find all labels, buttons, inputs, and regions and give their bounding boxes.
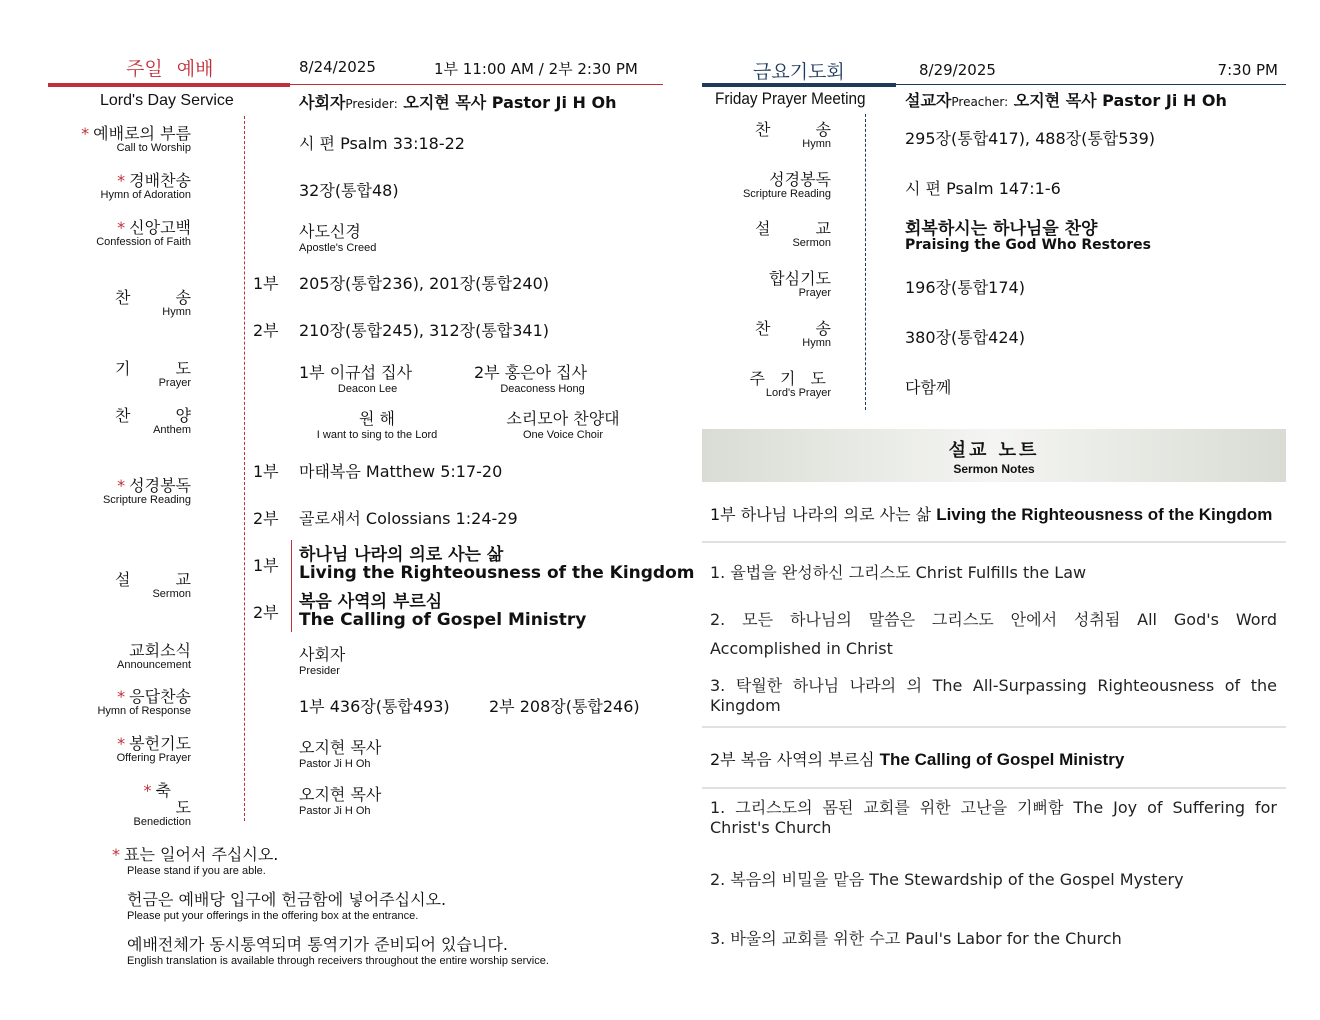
friday-value-scripture: 시 편 Psalm 147:1-6 xyxy=(905,179,1061,198)
value-scripture-1: 마태복음 Matthew 5:17-20 xyxy=(299,462,503,481)
value-announcement: 사회자 Presider xyxy=(299,645,346,677)
sunday-presider xyxy=(299,90,617,113)
part1-point-2: 2. 모든 하나님의 말씀은 그리스도 안에서 성취됨 All God's Word xyxy=(710,610,1277,629)
sunday-title: 주일 예배 xyxy=(126,58,214,80)
friday-label-sermon: 설 교 Sermon xyxy=(755,219,851,249)
preacher-label-en: Preacher: xyxy=(951,95,1009,109)
label-scripture-reading: * 성경봉독 Scripture Reading xyxy=(102,476,191,506)
value-sermon-2-en: The Calling of Gospel Ministry xyxy=(299,610,587,630)
value-anthem-choir: 소리모아 찬양대 One Voice Choir xyxy=(506,409,620,441)
part1-point-2-cont: Accomplished in Christ xyxy=(710,639,893,658)
value-call-to-worship: 시 편 Psalm 33:18-22 xyxy=(299,134,465,153)
part2-point-1-cont: Christ's Church xyxy=(710,818,832,837)
sunday-title-underline xyxy=(48,83,290,87)
value-response-1: 1부 436장(통합493) xyxy=(299,697,450,716)
presider-label-en: Presider: xyxy=(345,97,398,111)
label-hymn-of-response: * 응답찬송 Hymn of Response xyxy=(97,687,191,717)
part1-point-3-cont: Kingdom xyxy=(710,696,781,715)
sunday-subtitle: Lord's Day Service xyxy=(100,92,234,109)
label-announcement: 교회소식 Announcement xyxy=(117,641,191,671)
value-sermon-2-ko: 복음 사역의 부르심 xyxy=(299,592,443,612)
friday-time: 7:30 PM xyxy=(1217,61,1278,79)
value-hymn-2: 210장(통합245), 312장(통합341) xyxy=(299,321,550,340)
friday-date: 8/29/2025 xyxy=(919,61,996,79)
preacher-name: 오지현 목사 Pastor Ji H Oh xyxy=(1013,91,1227,110)
friday-value-lords-prayer: 다함께 xyxy=(905,378,952,397)
part1-point-1: 1. 율법을 완성하신 그리스도 Christ Fulfills the Law xyxy=(710,563,1087,582)
friday-value-sermon-ko: 회복하시는 하나님을 찬양 xyxy=(905,219,1098,239)
label-call-to-worship: * 예배로의 부름 Call to Worship xyxy=(81,124,191,154)
sermon-notes-subtitle: Sermon Notes xyxy=(953,462,1035,476)
sunday-header-rule xyxy=(290,84,663,85)
presider-name: 오지현 목사 Pastor Ji H Oh xyxy=(403,93,617,112)
value-hymn-of-adoration: 32장(통합48) xyxy=(299,181,399,200)
label-offering-prayer: * 봉헌기도 Offering Prayer xyxy=(116,734,191,764)
hymn-session-2: 2부 xyxy=(253,321,279,340)
order-divider xyxy=(244,116,245,821)
sermon-notes-title: 설교 노트 xyxy=(948,440,1040,461)
value-anthem-title: 원 해 I want to sing to the Lord xyxy=(316,409,438,441)
friday-subtitle: Friday Prayer Meeting xyxy=(715,89,866,108)
part2-point-2: 2. 복음의 비밀을 맡음 The Stewardship of the Gospel Mystery xyxy=(710,870,1184,889)
note-standing: * 표는 일어서 주십시오. Please stand if you are able. xyxy=(112,845,279,877)
friday-value-hymn-2: 380장(통합424) xyxy=(905,328,1025,347)
part2-title: 2부 복음 사역의 부르심 The Calling of Gospel Ministry xyxy=(710,750,1125,769)
friday-label-hymn-1: 찬 송 Hymn xyxy=(755,120,851,150)
label-hymn: 찬 송 Hymn xyxy=(115,288,211,318)
label-hymn-of-adoration: * 경배찬송 Hymn of Adoration xyxy=(100,171,191,201)
part2-point-3: 3. 바울의 교회를 위한 수고 Paul's Labor for the Church xyxy=(710,929,1122,948)
friday-value-sermon-en: Praising the God Who Restores xyxy=(905,237,1151,253)
label-sermon: 설 교 Sermon xyxy=(115,570,211,600)
value-benediction: 오지현 목사 Pastor Ji H Oh xyxy=(299,785,382,817)
sermon-bracket xyxy=(291,540,292,632)
friday-label-scripture: 성경봉독 Scripture Reading xyxy=(742,170,831,200)
sunday-time: 1부 11:00 AM / 2부 2:30 PM xyxy=(434,60,638,78)
presider-label: 사회자 xyxy=(299,93,346,112)
divider xyxy=(702,541,1286,543)
sermon-session-1: 1부 xyxy=(253,556,279,575)
value-confession-of-faith: 사도신경 Apostle's Creed xyxy=(299,222,377,254)
friday-header-rule xyxy=(896,84,1286,85)
note-translation: 예배전체가 동시통역되며 통역기가 준비되어 있습니다. English translation is available through receivers throughout the entire worship service. xyxy=(127,935,549,967)
friday-label-hymn-2: 찬 송 Hymn xyxy=(755,319,851,349)
friday-label-prayer: 합심기도 Prayer xyxy=(769,269,831,299)
friday-order-divider xyxy=(865,114,866,410)
standing-star: * xyxy=(81,124,90,143)
preacher-label: 설교자 xyxy=(905,91,952,110)
value-prayer-2: 2부 홍은아 집사 Deaconess Hong xyxy=(474,363,588,395)
sermon-session-2: 2부 xyxy=(253,603,279,622)
friday-value-prayer: 196장(통합174) xyxy=(905,278,1025,297)
divider xyxy=(702,726,1286,728)
value-hymn-1: 205장(통합236), 201장(통합240) xyxy=(299,274,550,293)
friday-value-hymn-1: 295장(통합417), 488장(통합539) xyxy=(905,129,1156,148)
part1-point-3: 3. 탁월한 하나님 나라의 의 The All-Surpassing Righteousness of the xyxy=(710,676,1277,695)
value-prayer-1: 1부 이규섭 집사 Deacon Lee xyxy=(299,363,413,395)
friday-title-underline xyxy=(702,83,896,87)
note-offering: 헌금은 예배당 입구에 헌금함에 넣어주십시오. Please put your offerings in the offering box at the entrance. xyxy=(127,890,447,922)
part2-point-1: 1. 그리스도의 몸된 교회를 위한 고난을 기뻐함 The Joy of Suffering for xyxy=(710,798,1277,817)
friday-preacher xyxy=(905,88,1227,111)
label-confession-of-faith: * 신앙고백 Confession of Faith xyxy=(96,218,191,248)
label-prayer: 기 도 Prayer xyxy=(115,359,211,389)
sunday-date: 8/24/2025 xyxy=(299,58,376,76)
divider xyxy=(702,787,1286,789)
value-response-2: 2부 208장(통합246) xyxy=(489,697,640,716)
hymn-session-1: 1부 xyxy=(253,274,279,293)
label-benediction: * 축 도 Benediction xyxy=(133,781,211,828)
value-scripture-2: 골로새서 Colossians 1:24-29 xyxy=(299,509,518,528)
value-offering-prayer: 오지현 목사 Pastor Ji H Oh xyxy=(299,738,382,770)
value-sermon-1-en: Living the Righteousness of the Kingdom xyxy=(299,563,695,583)
scripture-session-2: 2부 xyxy=(253,509,279,528)
label-anthem: 찬 양 Anthem xyxy=(115,406,211,436)
scripture-session-1: 1부 xyxy=(253,462,279,481)
sermon-notes-band xyxy=(702,429,1286,482)
friday-title: 금요기도회 xyxy=(753,61,845,83)
value-sermon-1-ko: 하나님 나라의 의로 사는 삶 xyxy=(299,545,504,565)
part1-title: 1부 하나님 나라의 의로 사는 삶 Living the Righteousness of the Kingdom xyxy=(710,505,1273,524)
friday-label-lords-prayer: 주 기 도 Lord's Prayer xyxy=(749,369,831,399)
